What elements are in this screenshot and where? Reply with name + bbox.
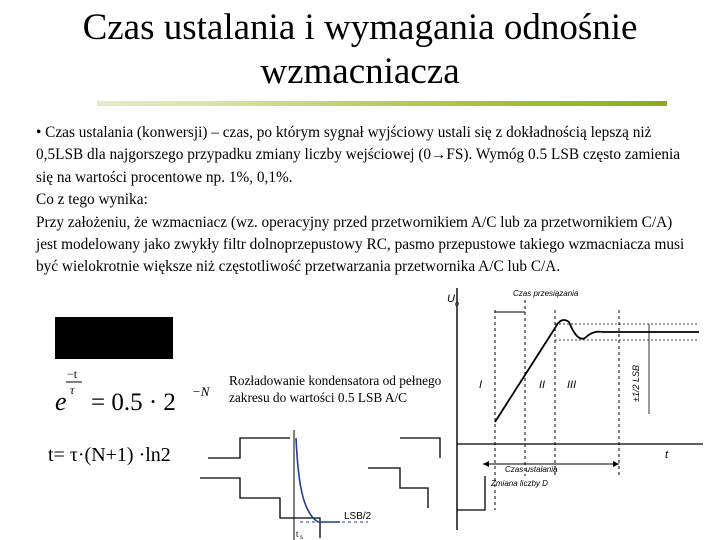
- discharge-formula: [55, 365, 225, 421]
- formula-base: e: [55, 387, 67, 416]
- tolerance-label: ±1/2 LSB: [631, 365, 641, 402]
- y-axis-label-sub: o: [455, 301, 459, 308]
- staircase-right: [368, 468, 428, 508]
- staircase-left: [200, 478, 320, 538]
- formula-exponent-numerator: −t: [67, 367, 78, 381]
- input-step: [457, 476, 485, 510]
- staircase-right-top: [400, 438, 440, 458]
- discharge-curve: [296, 438, 340, 522]
- lsb-half-label: LSB/2: [344, 511, 372, 522]
- formula-exponent-denominator: τ: [70, 383, 75, 397]
- settling-time-marker: t: [296, 530, 299, 539]
- x-axis-label: t: [665, 449, 669, 461]
- settling-timing-diagram: [443, 280, 708, 540]
- settling-time-marker-sub: s: [300, 535, 303, 540]
- discharge-caption: Rozładowanie kondensatora od pełnego zakresu do wartości 0.5 LSB A/C: [229, 373, 442, 406]
- paragraph-assumption: Przy założeniu, że wzmacniacz (wz. operacyjny przed przetwornikiem A/C lub za przetwornikiem C/A) jest modelowany jako zwykły filtr dolnoprzepustowy RC, pasmo przepustowe takiego wzmacniacza musi być wielokrotnie większe niż częstotliwość przetwarzania przetwornika A/C lub C/A.: [36, 213, 685, 276]
- title-divider: [97, 101, 667, 106]
- paragraph-conclusion-heading: Co z tego wynika:: [36, 191, 148, 209]
- formula-rhs: = 0.5 · 2: [91, 389, 176, 416]
- formula-rhs-exponent: −N: [192, 384, 210, 399]
- response-curve: [495, 320, 699, 422]
- staircase-top: [208, 438, 290, 458]
- discharge-staircase-diagram: [200, 430, 445, 540]
- region-1-label: I: [479, 379, 483, 391]
- redacted-box: [55, 317, 173, 359]
- slide-title: Czas ustalania i wymagania odnośnie wzmacniacza: [82, 7, 638, 92]
- slew-time-label: Czas przesiązania: [513, 289, 579, 298]
- paragraph-definition: • Czas ustalania (konwersji) – czas, po którym sygnał wyjściowy ustali się z dokładnością lepszą niż 0,5LSB dla najgorszego przypadku zmiany liczby wejściowej (0→FS). Wymóg 0.5 LSB często zamienia się na wartości procentowe np. 1%, 0,1%.: [36, 124, 681, 186]
- settling-time-formula: t= τ·(N+1) ·ln2: [48, 444, 171, 466]
- input-change-label: Zmiana liczby D: [491, 479, 548, 488]
- body-text: [36, 122, 686, 279]
- region-2-label: II: [539, 379, 546, 391]
- settling-time-label: Czas ustalania: [505, 465, 558, 474]
- region-3-label: III: [567, 379, 577, 391]
- y-axis-label: U: [447, 293, 455, 305]
